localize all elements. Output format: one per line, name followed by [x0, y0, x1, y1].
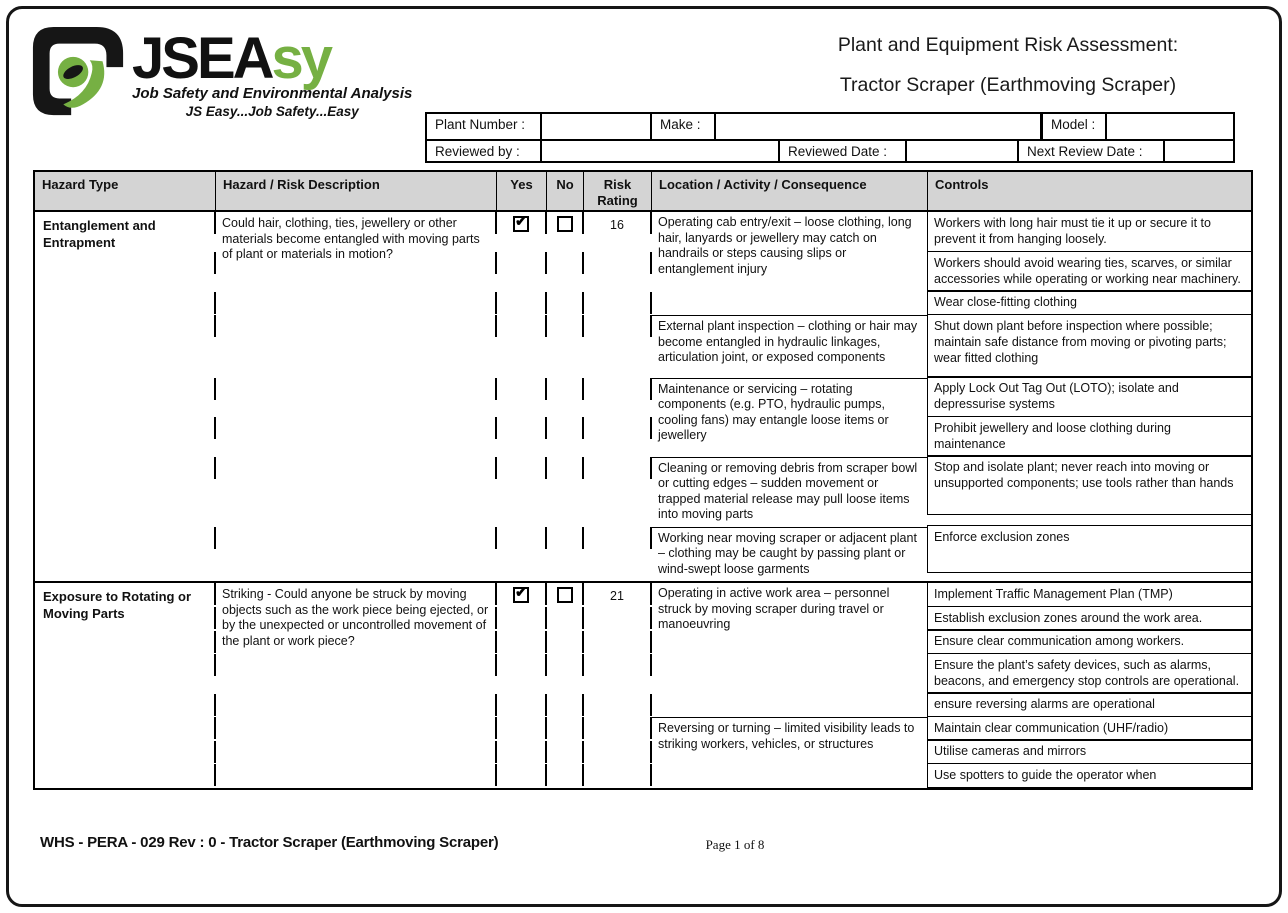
- cell-border-tick: [496, 315, 546, 378]
- cell-border-tick: [546, 252, 583, 292]
- cell-border-tick: [583, 378, 651, 418]
- hazard-description: Striking - Could anyone be struck by moving objects such as the work piece being ejected, or by the unexpected or uncontrolled movement of the plant or work piece?: [222, 587, 489, 648]
- cell-border-tick: [215, 527, 496, 582]
- reviewed-by-input[interactable]: [540, 141, 778, 161]
- cell-border-tick: [546, 527, 583, 582]
- cell-border-tick: [583, 764, 651, 788]
- logo-text-block: [132, 22, 412, 124]
- cell-border-tick: [496, 378, 546, 418]
- risk-assessment-table: [33, 170, 1253, 790]
- control-cell: Use spotters to guide the operator when: [927, 763, 1251, 788]
- next-review-date-input[interactable]: [1163, 141, 1233, 161]
- hazard-description: Could hair, clothing, ties, jewellery or other materials become entangled with moving parts of plant or materials in motion?: [222, 216, 480, 261]
- control-cell: Prohibit jewellery and loose clothing during maintenance: [927, 416, 1251, 457]
- cell-border-tick: [496, 717, 546, 741]
- cell-border-tick: [583, 417, 651, 457]
- cell-border-tick: [583, 654, 651, 694]
- logo-tagline-1: Job Safety and Environmental Analysis: [132, 85, 413, 103]
- meta-row-review: [425, 139, 1235, 163]
- cell-border-tick: [215, 252, 496, 292]
- cell-border-tick: [496, 417, 546, 457]
- risk-rating-value: 16: [610, 218, 624, 232]
- make-label: Make :: [650, 114, 714, 139]
- jseasy-logo-icon: [30, 22, 128, 124]
- logo-wordmark-black: JSEA: [132, 26, 272, 91]
- cell-border-tick: [583, 741, 651, 765]
- location-cell: Operating in active work area – personnel struck by moving scraper during travel or manoeuvring: [658, 586, 890, 631]
- cell-border-tick: [496, 607, 546, 631]
- cell-border-tick: [546, 607, 583, 631]
- model-input[interactable]: [1105, 114, 1233, 139]
- cell-border-tick: [546, 457, 583, 527]
- header-hazard-type: Hazard Type: [42, 177, 119, 192]
- location-cell: Working near moving scraper or adjacent plant – clothing may be caught by passing plant or wind-swept loose garments: [651, 527, 927, 582]
- table-header-row: [35, 172, 1251, 212]
- cell-border-tick: [215, 212, 496, 252]
- plant-number-label: Plant Number :: [435, 117, 526, 132]
- cell-border-tick: [496, 631, 546, 655]
- cell-border-tick: [583, 252, 651, 292]
- cell-border-tick: [215, 417, 496, 457]
- header-no: No: [546, 172, 583, 210]
- document-reference: WHS - PERA - 029 Rev : 0 - Tractor Scraper (Earthmoving Scraper): [40, 834, 499, 851]
- control-cell: Stop and isolate plant; never reach into moving or unsupported components; use tools rather than hands: [927, 455, 1251, 515]
- cell-border-tick: [496, 654, 546, 694]
- cell-border-tick: [215, 607, 496, 631]
- location-cell: Reversing or turning – limited visibility leads to striking workers, vehicles, or structures: [651, 717, 927, 788]
- cell-border-tick: [546, 631, 583, 655]
- model-label: Model :: [1040, 114, 1105, 139]
- document-title: [758, 34, 1258, 97]
- cell-border-tick: [583, 457, 651, 527]
- cell-border-tick: [546, 764, 583, 788]
- hazard-section-entanglement: [35, 212, 1251, 581]
- control-cell: Workers should avoid wearing ties, scarves, or similar accessories while operating or working near machinery.: [927, 251, 1251, 292]
- cell-border-tick: [496, 741, 546, 765]
- document-title-line1: Plant and Equipment Risk Assessment:: [837, 34, 1179, 56]
- cell-border-tick: [583, 527, 651, 582]
- next-review-date-label: Next Review Date :: [1017, 141, 1163, 161]
- cell-border-tick: [546, 292, 583, 316]
- header-description: Hazard / Risk Description: [215, 172, 496, 210]
- cell-border-tick: [583, 583, 651, 607]
- risk-rating-value: 21: [610, 589, 624, 603]
- cell-border-tick: [546, 694, 583, 718]
- cell-border-tick: [215, 457, 496, 527]
- cell-border-tick: [215, 694, 496, 718]
- logo-wordmark-green: sy: [271, 26, 331, 91]
- control-cell: Implement Traffic Management Plan (TMP): [927, 583, 1251, 607]
- location-cell: Maintenance or servicing – rotating components (e.g. PTO, hydraulic pumps, cooling fans) may entangle loose items or jewellery: [651, 378, 927, 457]
- plant-meta-table: [425, 112, 1235, 163]
- location-cell: Cleaning or removing debris from scraper bowl or cutting edges – sudden movement or trapped material release may pull loose items into moving parts: [651, 457, 927, 527]
- cell-border-tick: [496, 764, 546, 788]
- make-input[interactable]: [714, 114, 1040, 139]
- cell-border-tick: [496, 457, 546, 527]
- cell-border-tick: [546, 741, 583, 765]
- cell-border-tick: [215, 764, 496, 788]
- cell-border-tick: [215, 717, 496, 741]
- cell-border-tick: [215, 292, 496, 316]
- control-cell: Wear close-fitting clothing: [927, 290, 1251, 315]
- cell-border-tick: [546, 654, 583, 694]
- cell-border-tick: [496, 252, 546, 292]
- plant-number-input[interactable]: [540, 114, 650, 139]
- cell-border-tick: [496, 527, 546, 582]
- control-cell: Workers with long hair must tie it up or secure it to prevent it from hanging loosely.: [927, 212, 1251, 252]
- header-controls: Controls: [927, 172, 1251, 210]
- cell-border-tick: [496, 583, 546, 607]
- cell-border-tick: [583, 694, 651, 718]
- logo-tagline-2: JS Easy...Job Safety...Easy: [185, 104, 359, 120]
- cell-border-tick: [215, 583, 496, 607]
- control-cell: Enforce exclusion zones: [927, 525, 1251, 573]
- reviewed-date-input[interactable]: [905, 141, 1017, 161]
- cell-border-tick: [546, 417, 583, 457]
- location-cell: External plant inspection – clothing or hair may become entangled in hydraulic linkages, articulation joint, or exposed components: [651, 315, 927, 378]
- control-cell: Shut down plant before inspection where possible; maintain safe distance from moving or pivoting parts; wear fitted clothing: [927, 314, 1251, 378]
- control-cell: Establish exclusion zones around the work area.: [927, 606, 1251, 631]
- control-cell: Ensure clear communication among workers.: [927, 629, 1251, 654]
- control-cell: Ensure the plant’s safety devices, such as alarms, beacons, and emergency stop controls are operational.: [927, 653, 1251, 694]
- document-title-line2: Tractor Scraper (Earthmoving Scraper): [839, 74, 1177, 96]
- cell-border-tick: [546, 717, 583, 741]
- header-location: Location / Activity / Consequence: [651, 172, 927, 210]
- cell-border-tick: [546, 378, 583, 418]
- reviewed-date-label: Reviewed Date :: [778, 141, 905, 161]
- hazard-type-cell: Entanglement and Entrapment: [43, 218, 156, 250]
- control-cell: ensure reversing alarms are operational: [927, 692, 1251, 717]
- header-risk-rating: Risk Rating: [583, 172, 651, 210]
- header-yes: Yes: [496, 172, 546, 210]
- meta-row-plant: [425, 112, 1235, 141]
- cell-border-tick: [583, 292, 651, 316]
- control-cell: Maintain clear communication (UHF/radio): [927, 716, 1251, 741]
- cell-border-tick: [583, 607, 651, 631]
- cell-border-tick: [583, 717, 651, 741]
- cell-border-tick: [496, 292, 546, 316]
- cell-border-tick: [215, 631, 496, 655]
- cell-border-tick: [546, 583, 583, 607]
- cell-border-tick: [546, 315, 583, 378]
- jseasy-logo: [30, 22, 412, 124]
- cell-border-tick: [496, 694, 546, 718]
- control-cell: Utilise cameras and mirrors: [927, 739, 1251, 764]
- hazard-section-moving-parts: [35, 581, 1251, 788]
- cell-border-tick: [546, 212, 583, 252]
- cell-border-tick: [583, 212, 651, 252]
- cell-border-tick: [583, 631, 651, 655]
- cell-border-tick: [496, 212, 546, 252]
- cell-border-tick: [215, 741, 496, 765]
- hazard-type-cell: Exposure to Rotating or Moving Parts: [43, 589, 192, 621]
- page-number: Page 1 of 8: [705, 837, 765, 852]
- cell-border-tick: [583, 315, 651, 378]
- cell-border-tick: [215, 654, 496, 694]
- cell-border-tick: [215, 315, 496, 378]
- cell-border-tick: [215, 378, 496, 418]
- control-cell: Apply Lock Out Tag Out (LOTO); isolate and depressurise systems: [927, 376, 1251, 417]
- reviewed-by-label: Reviewed by :: [435, 144, 520, 159]
- location-cell: Operating cab entry/exit – loose clothing, long hair, lanyards or jewellery may catch on handrails or steps causing slips or entanglement injury: [658, 215, 912, 276]
